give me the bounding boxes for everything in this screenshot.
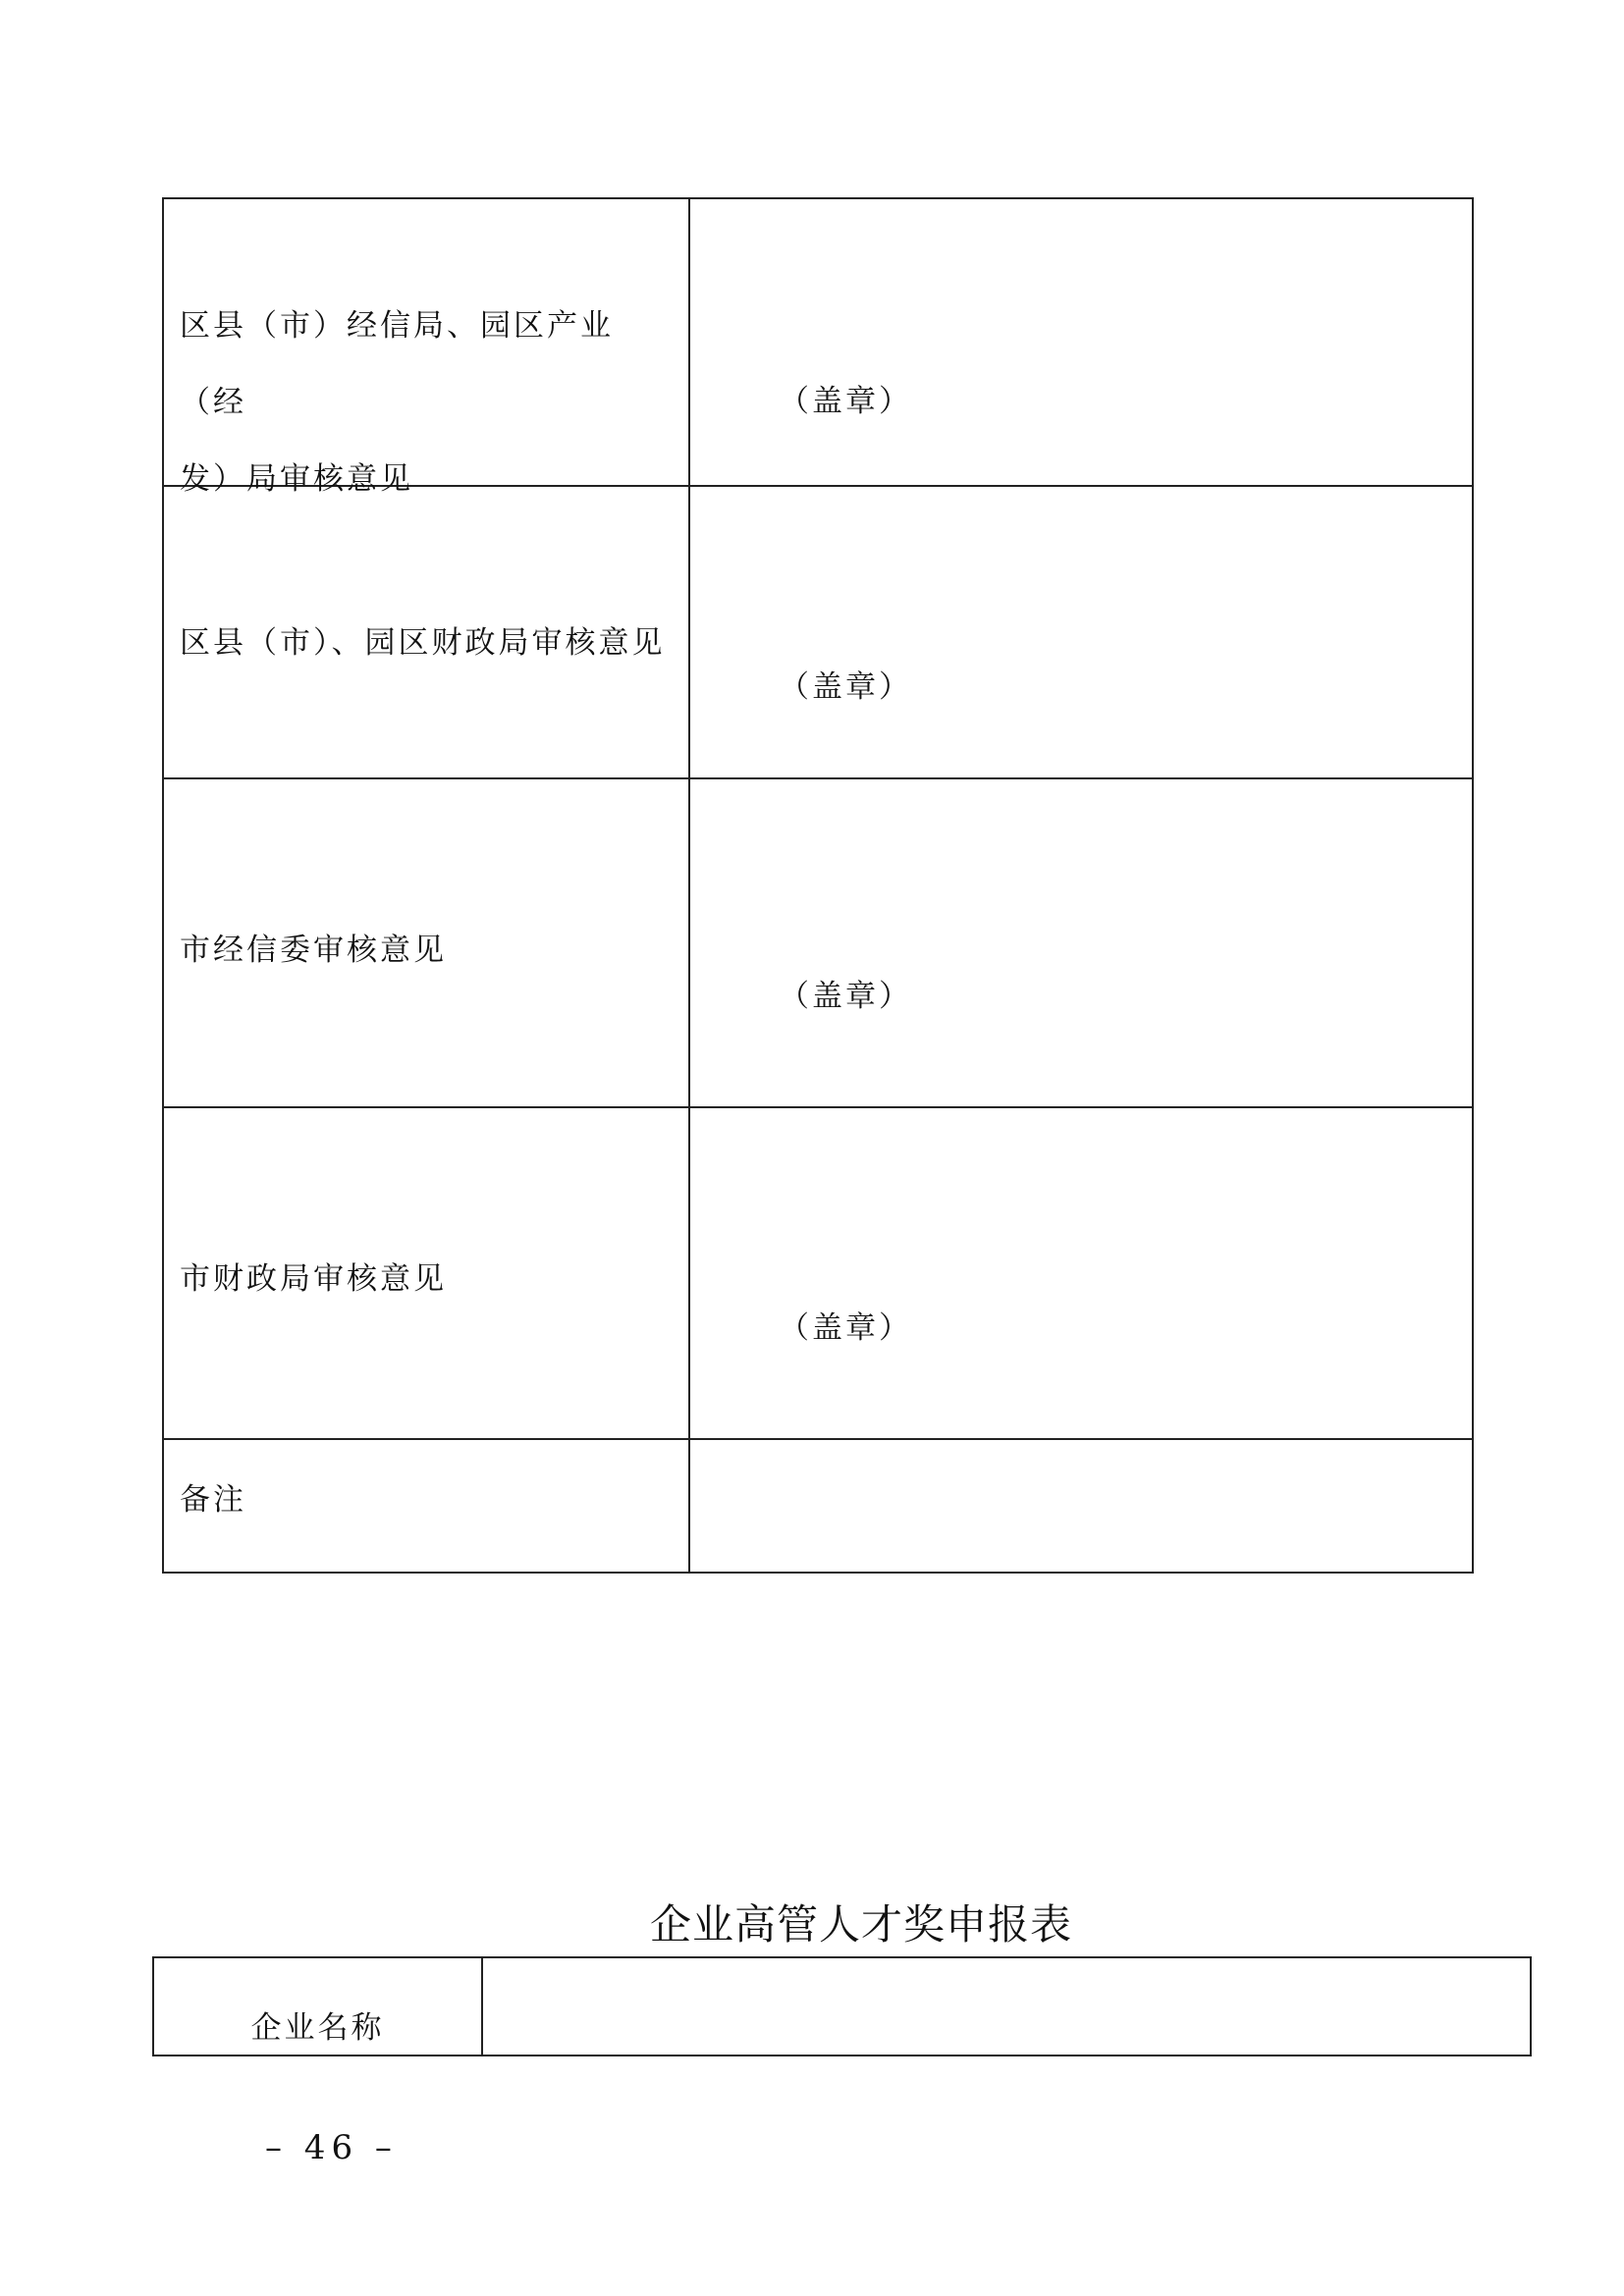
- opinion-cell[interactable]: [689, 198, 1473, 486]
- label-cell: [163, 1439, 689, 1573]
- row-label: 备注: [180, 1482, 246, 1518]
- review-row-city-economic: [163, 778, 1473, 1107]
- review-opinion-table: [162, 197, 1474, 1574]
- label-cell: [163, 198, 689, 497]
- opinion-cell[interactable]: [689, 1107, 1473, 1439]
- opinion-cell[interactable]: [689, 778, 1473, 1107]
- seal-label: （盖章）: [779, 979, 912, 1014]
- label-cell: [163, 778, 689, 1107]
- label-cell: [163, 1107, 689, 1439]
- label-cell: [163, 486, 689, 778]
- seal-label: （盖章）: [779, 384, 912, 419]
- company-name-row: [153, 1957, 1531, 2056]
- row-label: 区县（市）、园区财政局审核意见: [180, 625, 666, 661]
- company-name-field[interactable]: [482, 1957, 1531, 2056]
- row-label: 市经信委审核意见: [180, 933, 447, 968]
- company-name-label: 企业名称: [153, 1957, 482, 2056]
- seal-label: （盖章）: [779, 1310, 912, 1346]
- review-row-district-economic: [163, 198, 1473, 486]
- row-label: 区县（市）经信局、园区产业（经 发）局审核意见: [180, 308, 614, 497]
- row-label: 市财政局审核意见: [180, 1261, 447, 1297]
- review-row-city-finance: [163, 1107, 1473, 1439]
- opinion-cell[interactable]: [689, 486, 1473, 778]
- application-table: [152, 1956, 1532, 2056]
- document-title: 企业高管人才奖申报表: [649, 1900, 1072, 1949]
- seal-label: （盖章）: [779, 669, 912, 705]
- review-row-district-finance: [163, 486, 1473, 778]
- review-row-remarks: [163, 1439, 1473, 1573]
- remarks-cell[interactable]: [689, 1439, 1473, 1573]
- page-number: – 46 –: [265, 2128, 398, 2167]
